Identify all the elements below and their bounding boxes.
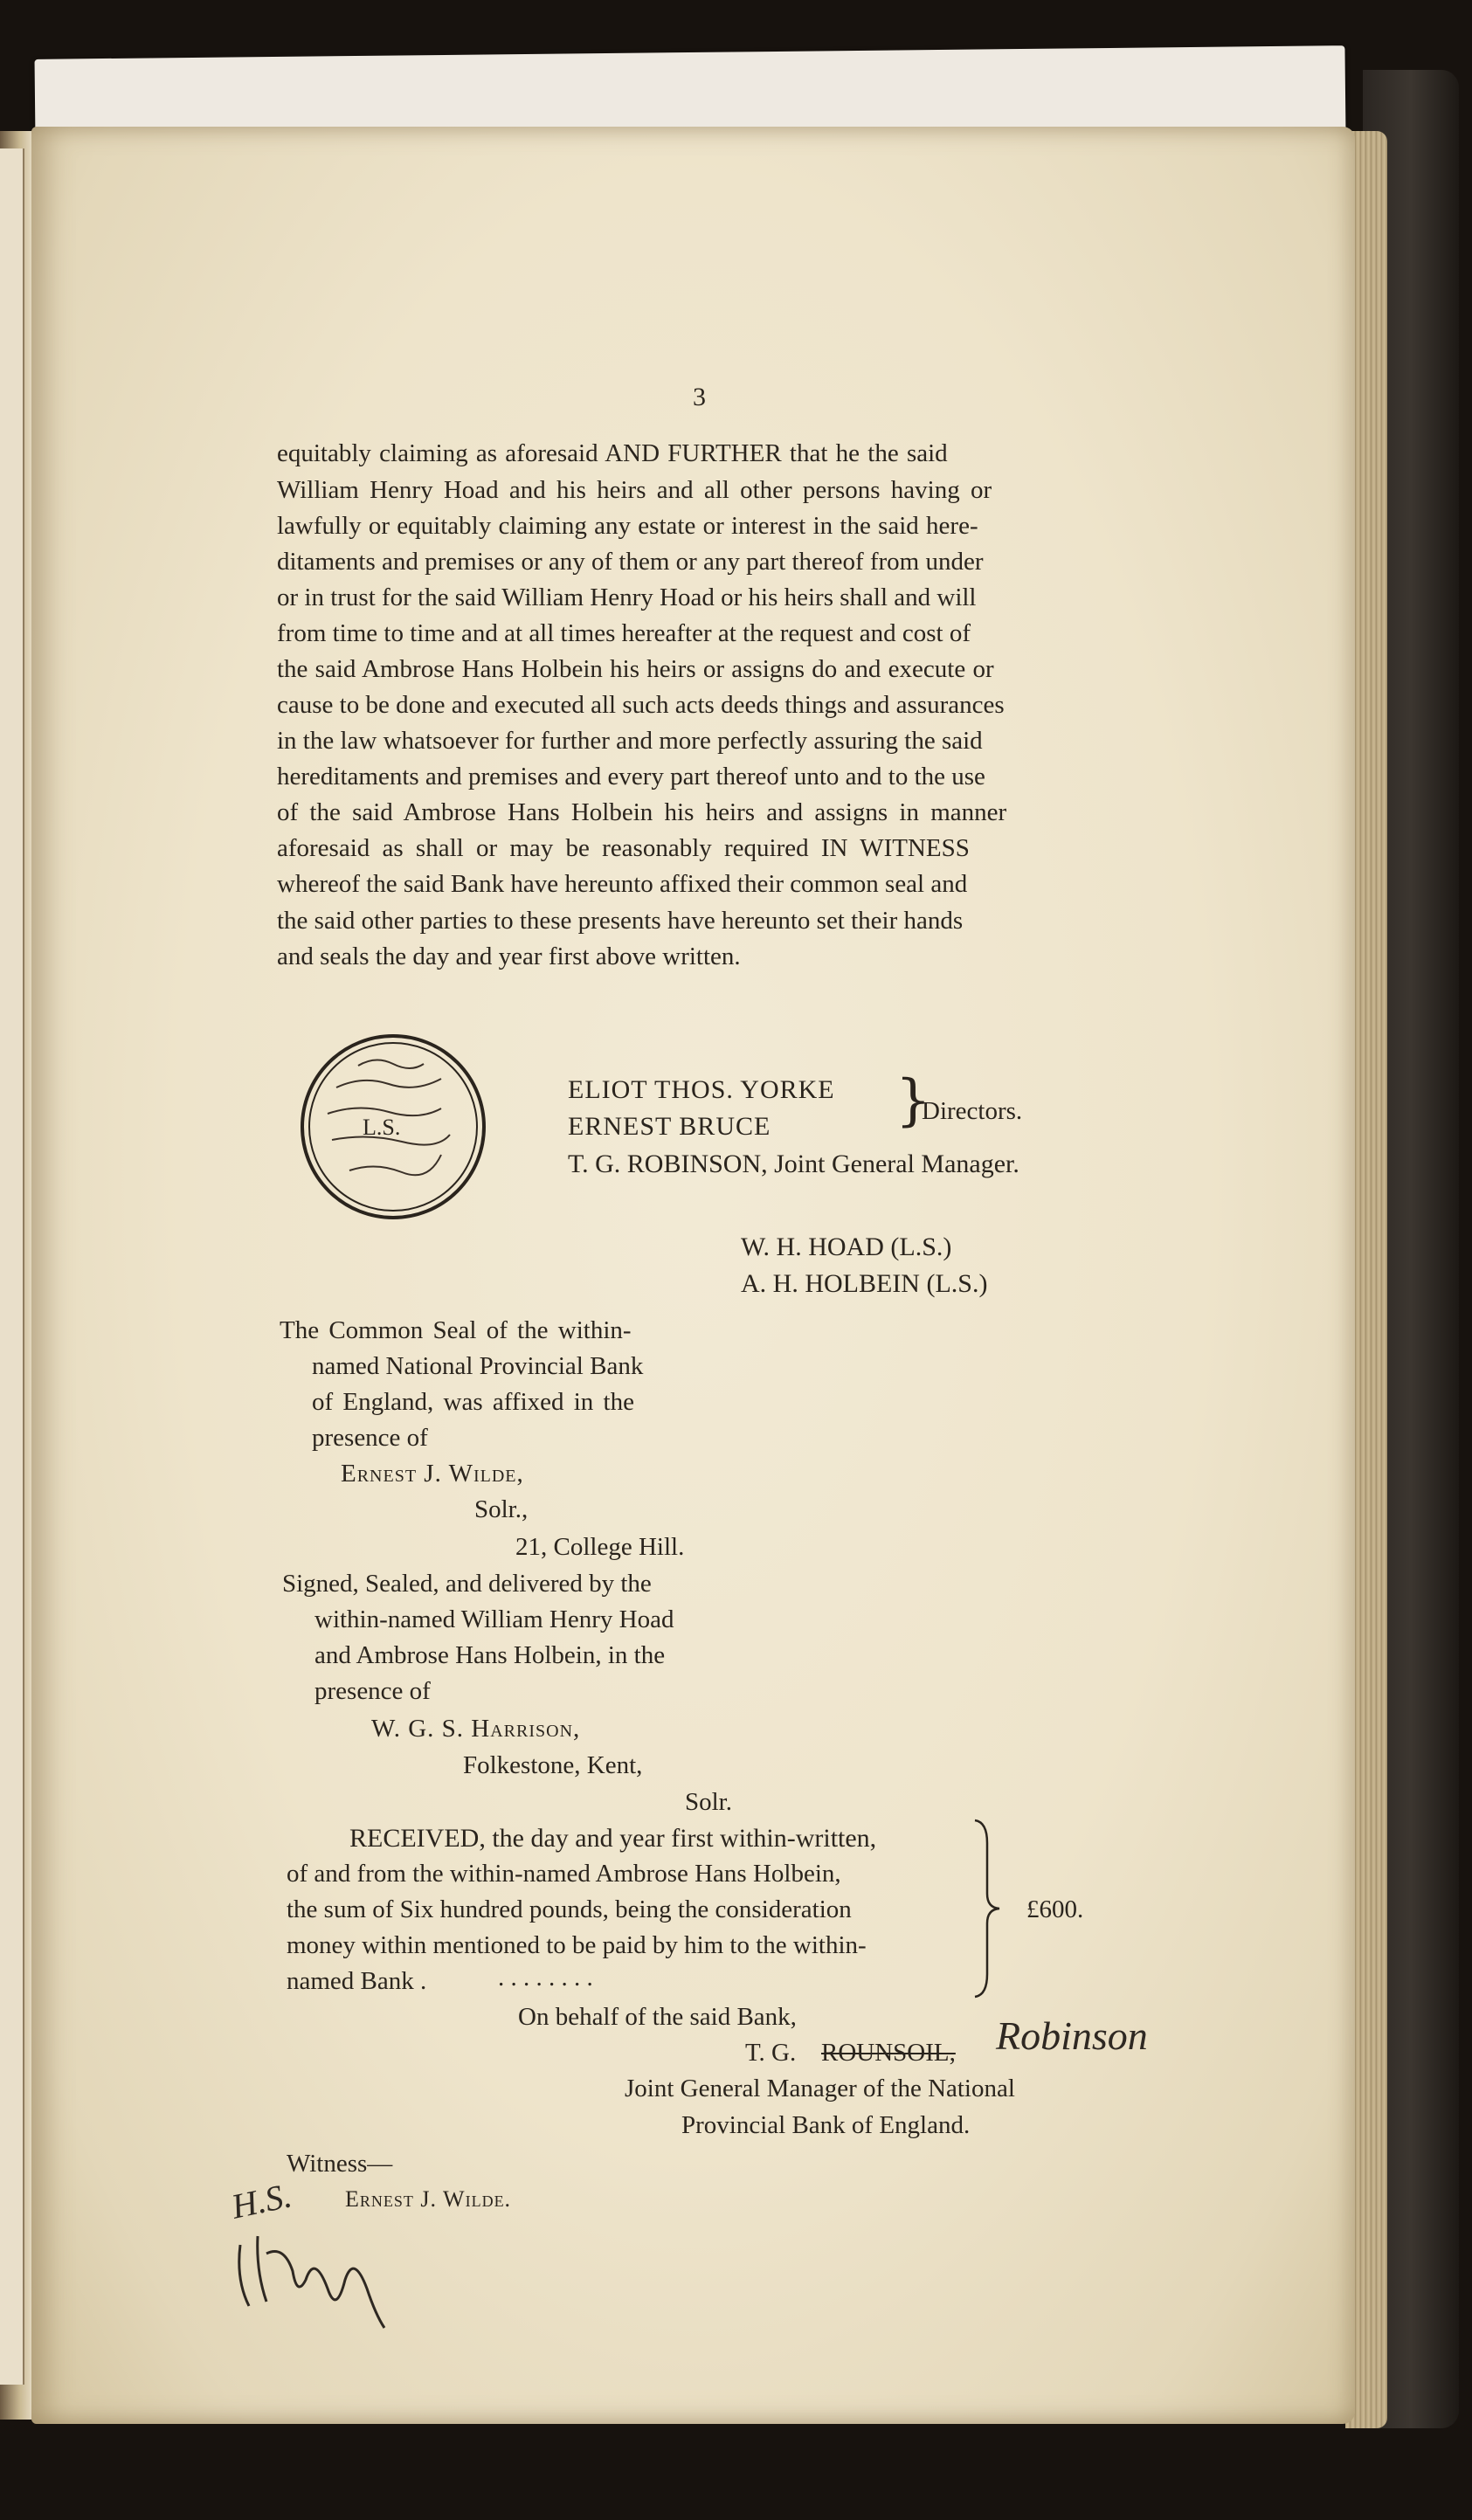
signed-line: within-named William Henry Hoad [314,1605,674,1633]
receipt-line: money within mentioned to be paid by him to the within- [287,1931,867,1959]
body-line: or in trust for the said William Henry Hoad or his heirs shall and will [277,583,977,611]
signer-prefix: T. G. [745,2039,797,2067]
signatory-holbein: A. H. HOLBEIN (L.S.) [741,1269,988,1298]
receipt-brace [970,1817,1005,2000]
handwritten-initials: H.S. [227,2175,295,2227]
receipt-amount: £600. [1026,1895,1084,1923]
signed-line: presence of [314,1677,431,1705]
director-line-1: ELIOT THOS. YORKE [568,1075,835,1104]
body-line: aforesaid as shall or may be reasonably required IN WITNESS [277,834,970,862]
handwritten-robinson: Robinson [996,2013,1148,2058]
director-line-2: ERNEST BRUCE [568,1112,771,1141]
receipt-line: RECEIVED, the day and year first within-written, [349,1824,877,1853]
signatory-hoad: W. H. HOAD (L.S.) [741,1232,952,1261]
directors-label: Directors. [922,1097,1023,1125]
body-line: William Henry Hoad and his heirs and all other persons having or [277,476,992,504]
witness-label: Witness— [287,2150,393,2178]
directors-brace: } [895,1068,931,1133]
witness2-title: Solr. [685,1788,732,1816]
joint-manager-line: T. G. ROBINSON, Joint General Manager. [568,1150,1019,1178]
receipt-leader-dots: . . . . . . . . [498,1964,593,1992]
behalf-line: On behalf of the said Bank, [518,2003,797,2031]
body-line: the said other parties to these presents have hereunto set their hands [277,907,964,935]
body-line: hereditaments and premises and every part thereof unto and to the use [277,763,985,791]
witness3-name: Ernest J. Wilde. [345,2186,512,2212]
left-page-leaf [0,148,24,2385]
common-seal-line: The Common Seal of the within- [280,1316,632,1344]
handwritten-mark [223,2219,397,2341]
body-line: the said Ambrose Hans Holbein his heirs or assigns do and execute or [277,655,994,683]
body-line: lawfully or equitably claiming any estate or interest in the said here- [277,512,978,540]
witness1-title: Solr., [474,1495,529,1523]
body-line: cause to be done and executed all such acts deeds things and assurances [277,691,1005,719]
seal-center-text: L.S. [363,1115,401,1140]
body-line: equitably claiming as aforesaid AND FURTHER that he the said [277,439,948,467]
role-line-1: Joint General Manager of the National [625,2075,1015,2102]
body-line: from time to time and at all times hereafter at the request and cost of [277,619,971,647]
page-number: 3 [693,383,706,411]
role-line-2: Provincial Bank of England. [681,2111,971,2139]
signed-line: Signed, Sealed, and delivered by the [282,1570,652,1598]
bank-seal [297,1031,489,1223]
witness2-name: W. G. S. Harrison, [371,1715,581,1743]
body-line: of the said Ambrose Hans Holbein his heirs and assigns in manner [277,798,1007,826]
receipt-line: of and from the within-named Ambrose Hans Holbein, [287,1860,841,1888]
body-line: in the law whatsoever for further and more perfectly assuring the said [277,727,983,755]
receipt-line: named Bank . [287,1967,427,1995]
struck-signer-name: ROUNSOIL, [821,2039,956,2067]
receipt-line: the sum of Six hundred pounds, being the consideration [287,1895,852,1923]
body-line: and seals the day and year first above written. [277,942,741,970]
body-line: ditaments and premises or any of them or any part thereof from under [277,548,984,576]
common-seal-line: named National Provincial Bank [312,1352,644,1380]
common-seal-line: of England, was affixed in the [312,1388,634,1416]
common-seal-line: presence of [312,1424,428,1452]
witness2-address: Folkestone, Kent, [463,1751,643,1779]
body-line: whereof the said Bank have hereunto affixed their common seal and [277,870,968,898]
witness1-name: Ernest J. Wilde, [341,1460,524,1488]
witness1-address: 21, College Hill. [515,1533,685,1561]
signed-line: and Ambrose Hans Holbein, in the [314,1641,666,1669]
